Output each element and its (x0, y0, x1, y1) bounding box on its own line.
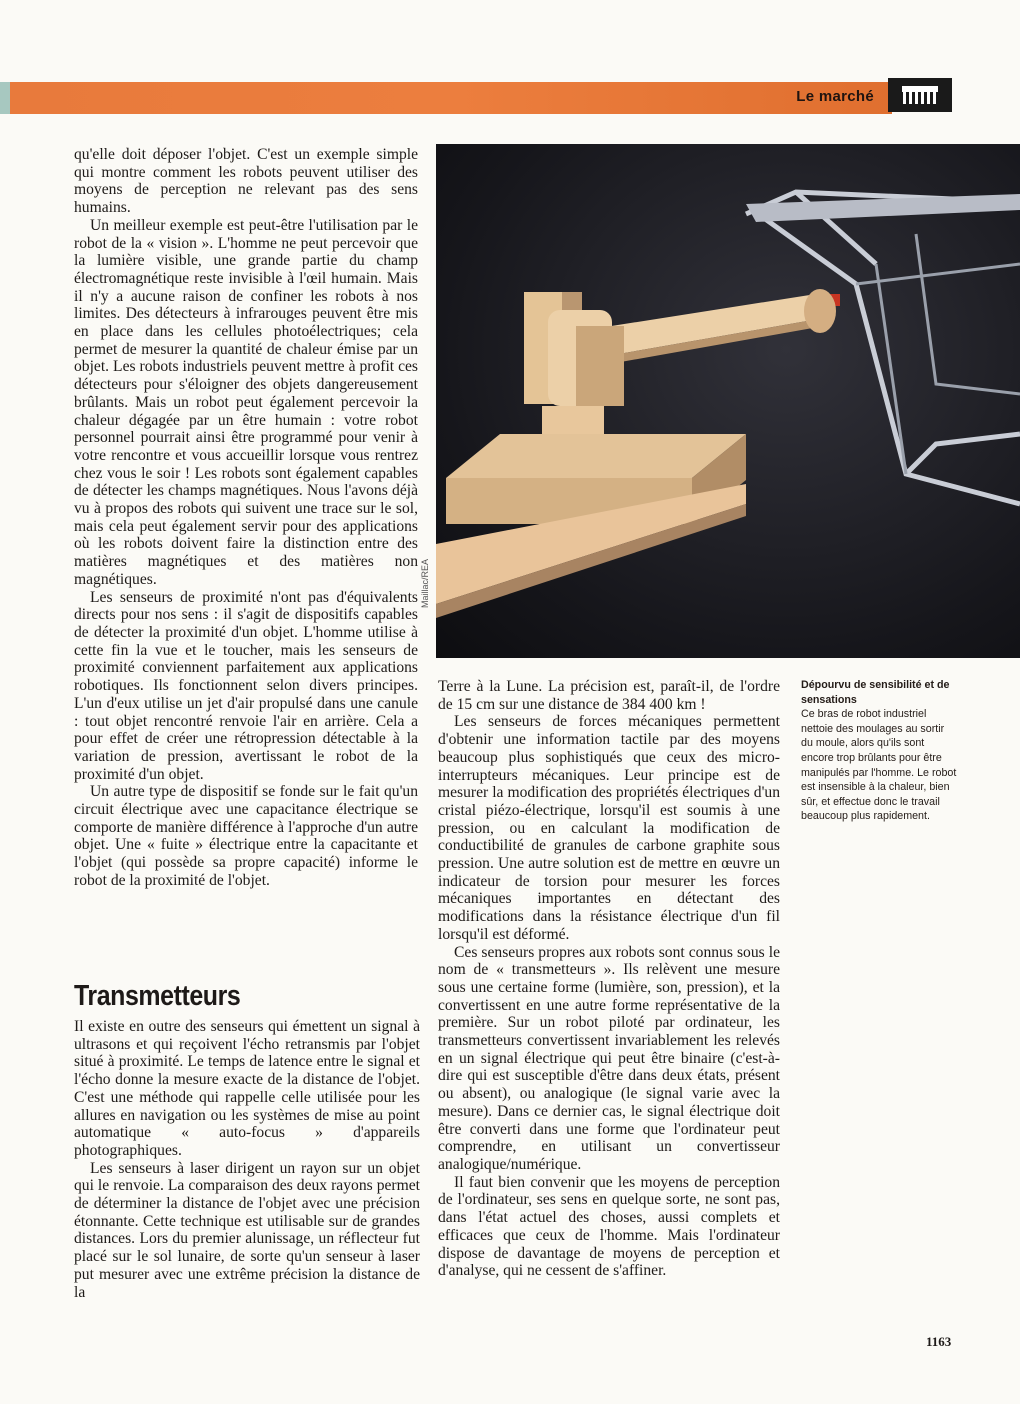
paragraph: Les senseurs de forces mécaniques permettent d'obtenir une information tactile par des moyens beaucoup plus sophistiqués que ceux des micro-interrupteurs mécaniques. Leur principe est de mesurer la modification des propriétés électriques d'un cristal piézo-électrique, lorsqu'il est soumis à une pression, ou en calculant la modification de conductibilité de granules de carbone graphite sous pression. Une autre solution est de mettre en œuvre un indicateur de torsion pour mesurer les forces mécaniques importantes en détectant des modifications dans la résistance électrique d'un fil lorsqu'il est déformé. (438, 713, 780, 943)
paragraph: Un meilleur exemple est peut-être l'utilisation par le robot de la « vision ». L'homme ne peut percevoir que la lumière visible, une grande partie du champ électromagnétique reste invisible à l'œil humain. Mais il n'y a aucune raison de confiner les robots à nos limites. Des détecteurs à infrarouges peuvent être mis en place dans les cellules photoélectriques; cela permet de mesurer la quantité de chaleur émise par un objet. Les robots industriels peuvent mettre à profit ces détecteurs pour s'éloigner des objets dangereusement brûlants. Mais un robot peut également percevoir la chaleur dégagée par un être humain : votre robot personnel pourrait ainsi être programmé pour venir à votre rencontre et vous accueillir lorsque vous rentrez chez vous le soir ! Les robots sont également capables de détecter les champs magnétiques. Nous l'avons déjà vu à propos des robots qui suivent une trace sur le sol, mais cela peut également servir pour des applications où les robots doivent faire la distinction entre des matières magnétiques et des matières non magnétiques. (74, 216, 418, 588)
column-1-text (74, 146, 418, 890)
left-color-strip (0, 82, 10, 114)
caption-text: Ce bras de robot industriel nettoie des moulages au sortir du moule, alors qu'ils sont encore trop brûlants pour être manipulés par l'homme. Le robot est insensible à la chaleur, bien sûr, et effectue donc le travail beaucoup plus rapidement. (801, 708, 957, 823)
page-number: 1163 (926, 1334, 952, 1349)
paragraph: Terre à la Lune. La précision est, paraît-il, de l'ordre de 15 cm sur une distance de 384 400 km ! (438, 678, 780, 713)
robot-arm-photo (436, 144, 1020, 658)
comb-pictogram-icon (888, 78, 952, 112)
header-band (10, 82, 892, 114)
paragraph: Un autre type de dispositif se fonde sur le fait qu'un circuit électrique avec une capacitance électrique se comporte de manière différence à l'approche d'un autre objet. Une « fuite » électrique entre la capacitante et l'objet (qui possède sa propre capacité) informe le robot de la proximité de l'objet. (74, 783, 418, 889)
section-label: Le marché (796, 88, 874, 105)
photo-caption (801, 678, 957, 824)
photo-credit: Maillac/REA (420, 558, 430, 608)
paragraph: Ces senseurs propres aux robots sont connus sous le nom de « transmetteurs ». Ils relèvent une mesure sous une certaine forme (lumière, son, pression), et la convertissent en une autre forme représentative de la première. Sur un robot piloté par ordinateur, les transmetteurs convertissent invariablement les relevés en un signal électrique qui peut être binaire (c'est-à-dire qui est susceptible d'être dans deux états, présent ou absent), ou analogique (le signal varie avec la mesure). Dans ce dernier cas, le signal électrique doit être converti dans une forme que l'ordinateur peut comprendre, en utilisant un convertisseur analogique/numérique. (438, 943, 780, 1173)
column-2-text (438, 678, 780, 1280)
paragraph: Les senseurs à laser dirigent un rayon sur un objet qui le renvoie. La comparaison des deux rayons permet de déterminer la distance de l'objet avec une précision étonnante. Cette technique est utilisable sur de grandes distances. Lors du premier alunissage, un réflecteur fut placé sur le sol lunaire, de sorte qu'un senseur à laser put mesurer avec une extrême précision la distance de la (74, 1159, 420, 1301)
paragraph: Il existe en outre des senseurs qui émettent un signal à ultrasons et qui reçoivent l'écho retransmis par l'objet situé à proximité. Le temps de latence entre le signal et l'écho donne la mesure exacte de la distance de l'objet. C'est une méthode qui rappelle celle utilisée pour les allures en navigation ou les systèmes de mise au point automatique « auto-focus » d'appareils photographiques. (74, 1018, 420, 1159)
column-1-after-subhead (74, 1018, 420, 1301)
paragraph: Il faut bien convenir que les moyens de perception de l'ordinateur, ses sens en quelque sorte, ne sont pas, dans l'état actuel des choses, aussi complets et efficaces que ceux de l'homme. Mais l'ordinateur dispose de davantage de moyens de perception et d'analyse, qui ne cessent de s'affiner. (438, 1173, 780, 1280)
subheading: Transmetteurs (74, 980, 241, 1012)
paragraph: qu'elle doit déposer l'objet. C'est un exemple simple qui montre comment les robots peuvent utiliser des moyens de perception ne relevant pas des sens humains. (74, 146, 418, 217)
paragraph: Les senseurs de proximité n'ont pas d'équivalents directs pour nos sens : il s'agit de dispositifs capables de détecter la proximité d'un objet. L'homme utilise à cette fin la vue et le toucher, mais les senseurs de proximité conviennent parfaitement aux applications robotiques. Ils fonctionnent selon divers principes. L'un d'eux utilise un jet d'air propulsé dans une canule : tout objet rencontré renvoie l'air en arrière. Cela a pour effet de créer une rétropression détectable à la variation de pression, avertissant le robot de la proximité d'un objet. (74, 588, 418, 783)
caption-title: Dépourvu de sensibilité et de sensations (801, 679, 950, 706)
